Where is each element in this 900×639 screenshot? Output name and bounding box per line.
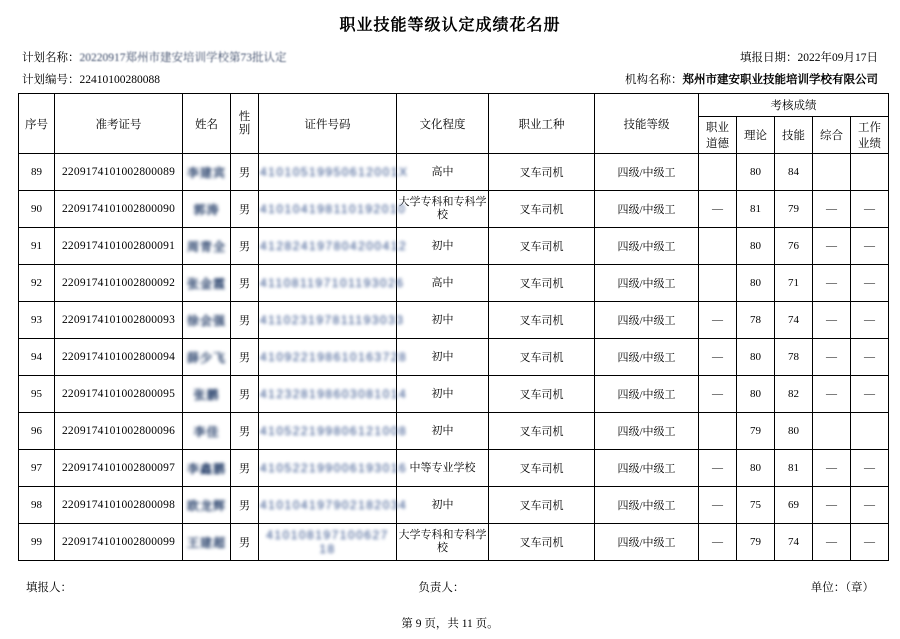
cell-theory: 80 (737, 265, 775, 302)
cell-id-number-text: 411023197811193033 (260, 313, 405, 327)
plan-name-label: 计划名称： (22, 52, 80, 64)
filler-label: 填报人： (26, 582, 72, 594)
header-skill: 技能 (775, 117, 813, 154)
cell-theory: 80 (737, 154, 775, 191)
cell-education (397, 413, 489, 450)
plan-name (22, 49, 287, 65)
cell-occupation: 叉车司机 (489, 191, 595, 228)
cell-education (397, 302, 489, 339)
cell-ethics: — (699, 376, 737, 413)
cell-id-number-text: 410522199806121008 (260, 424, 408, 438)
table-row (19, 524, 889, 561)
cell-skill: 71 (775, 265, 813, 302)
cell-occupation: 叉车司机 (489, 487, 595, 524)
organization-value: 郑州市建安职业技能培训学校有限公司 (682, 74, 878, 86)
cell-gender: 男 (231, 376, 259, 413)
cell-performance: — (851, 339, 889, 376)
table-row (19, 413, 889, 450)
cell-gender: 男 (231, 265, 259, 302)
cell-comprehensive: — (813, 376, 851, 413)
cell-performance (851, 413, 889, 450)
header-gender: 性 别 (231, 94, 259, 154)
cell-level: 四级/中级工 (595, 265, 699, 302)
cell-level: 四级/中级工 (595, 487, 699, 524)
cell-ticket (55, 413, 183, 450)
cell-ticket-text: 2209174101002800089 (61, 166, 176, 178)
cell-education-text: 高中 (431, 276, 454, 289)
table-row (19, 302, 889, 339)
cell-level: 四级/中级工 (595, 524, 699, 561)
cell-level: 四级/中级工 (595, 450, 699, 487)
cell-seq: 94 (19, 339, 55, 376)
cell-name (183, 450, 231, 487)
cell-id-number (259, 154, 409, 191)
cell-ticket (55, 450, 183, 487)
cell-skill: 74 (775, 524, 813, 561)
cell-id-number (259, 487, 408, 524)
cell-education-text: 大学专科和专科学校 (398, 196, 487, 221)
cell-education (397, 339, 489, 376)
cell-skill: 74 (775, 302, 813, 339)
cell-education-text: 中等专业学校 (409, 461, 476, 474)
cell-ethics (699, 265, 737, 302)
cell-education (397, 191, 489, 228)
cell-comprehensive: — (813, 524, 851, 561)
cell-theory: 79 (737, 524, 775, 561)
header-seq: 序号 (19, 94, 55, 154)
cell-education-text: 高中 (431, 165, 454, 178)
cell-seq: 97 (19, 450, 55, 487)
cell-occupation: 叉车司机 (489, 413, 595, 450)
cell-ticket-text: 2209174101002800097 (61, 462, 176, 474)
plan-code-label: 计划编号： (22, 74, 80, 86)
report-date-label: 填报日期： (740, 52, 798, 64)
cell-education (397, 228, 489, 265)
cell-ethics (699, 154, 737, 191)
cell-id-number (259, 413, 408, 450)
roster-table (18, 93, 889, 561)
cell-occupation: 叉车司机 (489, 228, 595, 265)
cell-skill: 78 (775, 339, 813, 376)
cell-name-text: 周青全 (186, 239, 226, 254)
cell-seq: 93 (19, 302, 55, 339)
table-row (19, 376, 889, 413)
cell-name-text: 郭涛 (193, 202, 220, 217)
header-comprehensive: 综合 (813, 117, 851, 154)
plan-code-value: 22410100280088 (79, 74, 160, 86)
page-title: 职业技能等级认定成绩花名册 (339, 17, 561, 34)
cell-id-number-text: 410522199006193016 (260, 461, 408, 475)
cell-ticket (55, 265, 183, 302)
cell-level: 四级/中级工 (595, 228, 699, 265)
cell-ethics: — (699, 487, 737, 524)
table-header (19, 94, 889, 154)
cell-gender: 男 (231, 524, 259, 561)
cell-performance: — (851, 524, 889, 561)
cell-name (183, 413, 231, 450)
header-row-1 (19, 94, 889, 117)
cell-name (183, 339, 231, 376)
cell-id-number-text: 41010519950612001X (260, 165, 409, 179)
cell-ethics: — (699, 302, 737, 339)
cell-level: 四级/中级工 (595, 339, 699, 376)
header-level: 技能等级 (595, 94, 699, 154)
table-body (19, 154, 889, 561)
table-row (19, 191, 889, 228)
cell-skill: 76 (775, 228, 813, 265)
organization-label: 机构名称： (625, 74, 683, 86)
cell-performance: — (851, 302, 889, 339)
cell-theory: 79 (737, 413, 775, 450)
cell-comprehensive: — (813, 487, 851, 524)
cell-comprehensive: — (813, 339, 851, 376)
cell-ethics: — (699, 450, 737, 487)
cell-education-text: 初中 (431, 424, 454, 437)
table-row (19, 339, 889, 376)
cell-name (183, 265, 231, 302)
table-row (19, 265, 889, 302)
cell-education (397, 524, 489, 561)
cell-comprehensive: — (813, 450, 851, 487)
cell-ticket (55, 228, 183, 265)
table-row (19, 228, 889, 265)
cell-comprehensive (813, 154, 851, 191)
cell-ticket-text: 2209174101002800094 (61, 351, 176, 363)
cell-occupation: 叉车司机 (489, 524, 595, 561)
cell-occupation: 叉车司机 (489, 302, 595, 339)
header-education: 文化程度 (397, 94, 489, 154)
cell-ticket-text: 2209174101002800090 (61, 203, 176, 215)
meta-row-plan (22, 49, 878, 65)
cell-gender: 男 (231, 487, 259, 524)
cell-theory: 81 (737, 191, 775, 228)
header-ethics: 职业 道德 (699, 117, 737, 154)
cell-id-number (259, 191, 407, 228)
plan-name-value: 20220917郑州市建安培训学校第73批认定 (79, 52, 287, 64)
cell-education (397, 376, 489, 413)
cell-ticket-text: 2209174101002800099 (61, 536, 176, 548)
cell-seq: 96 (19, 413, 55, 450)
cell-ticket (55, 524, 183, 561)
cell-theory: 80 (737, 376, 775, 413)
cell-gender: 男 (231, 302, 259, 339)
cell-gender: 男 (231, 191, 259, 228)
cell-ethics (699, 413, 737, 450)
cell-comprehensive: — (813, 265, 851, 302)
header-ticket: 准考证号 (55, 94, 183, 154)
cell-gender: 男 (231, 228, 259, 265)
cell-ticket (55, 154, 183, 191)
report-date-value: 2022年09月17日 (797, 52, 878, 64)
cell-id-number (259, 524, 397, 561)
cell-id-number (259, 376, 408, 413)
cell-comprehensive (813, 413, 851, 450)
cell-theory: 80 (737, 228, 775, 265)
cell-ticket-text: 2209174101002800098 (61, 499, 176, 511)
cell-name-text: 徐会强 (186, 313, 226, 328)
cell-skill: 69 (775, 487, 813, 524)
header-name: 姓名 (183, 94, 231, 154)
cell-skill: 81 (775, 450, 813, 487)
cell-skill: 79 (775, 191, 813, 228)
cell-performance: — (851, 450, 889, 487)
cell-name (183, 154, 231, 191)
cell-occupation: 叉车司机 (489, 339, 595, 376)
cell-ticket-text: 2209174101002800091 (61, 240, 176, 252)
cell-education-text: 初中 (431, 239, 454, 252)
cell-performance (851, 154, 889, 191)
cell-education-text: 初中 (431, 498, 454, 511)
table-row (19, 450, 889, 487)
cell-id-number (259, 228, 408, 265)
cell-comprehensive: — (813, 228, 851, 265)
plan-code (22, 71, 160, 87)
cell-education (397, 487, 489, 524)
cell-skill: 80 (775, 413, 813, 450)
cell-seq: 89 (19, 154, 55, 191)
cell-ethics: — (699, 339, 737, 376)
cell-occupation: 叉车司机 (489, 265, 595, 302)
cell-education (397, 265, 489, 302)
signature-row (26, 579, 874, 595)
cell-level: 四级/中级工 (595, 413, 699, 450)
cell-name (183, 228, 231, 265)
cell-education (397, 154, 489, 191)
cell-ticket (55, 376, 183, 413)
cell-name (183, 487, 231, 524)
cell-theory: 80 (737, 450, 775, 487)
cell-ethics: — (699, 191, 737, 228)
cell-theory: 75 (737, 487, 775, 524)
cell-occupation: 叉车司机 (489, 450, 595, 487)
header-id-number: 证件号码 (259, 94, 397, 154)
cell-performance: — (851, 265, 889, 302)
manager-label: 负责人： (418, 582, 465, 594)
cell-education-text: 大学专科和专科学校 (398, 529, 487, 554)
cell-id-number-text: 412824197804200412 (260, 239, 408, 253)
cell-performance: — (851, 191, 889, 228)
cell-name-text: 薛少飞 (186, 350, 226, 365)
cell-id-number (259, 265, 405, 302)
cell-id-number (259, 339, 408, 376)
report-date (740, 49, 878, 65)
cell-skill: 82 (775, 376, 813, 413)
cell-name-text: 李建宾 (186, 165, 226, 180)
cell-level: 四级/中级工 (595, 376, 699, 413)
cell-ticket (55, 339, 183, 376)
cell-ticket-text: 2209174101002800093 (61, 314, 176, 326)
cell-id-number (259, 450, 408, 487)
cell-ticket-text: 2209174101002800096 (61, 425, 176, 437)
cell-gender: 男 (231, 339, 259, 376)
cell-education (397, 450, 489, 487)
cell-skill: 84 (775, 154, 813, 191)
cell-seq: 99 (19, 524, 55, 561)
cell-id-number-text: 412328198603081014 (260, 387, 408, 401)
cell-seq: 90 (19, 191, 55, 228)
cell-comprehensive: — (813, 191, 851, 228)
cell-name-text: 张金霞 (186, 276, 226, 291)
cell-id-number-text: 410922198610163728 (260, 350, 408, 364)
unit-label: 单位：（章） (810, 582, 874, 594)
header-exam-group: 考核成绩 (699, 94, 889, 117)
header-theory: 理论 (737, 117, 775, 154)
cell-theory: 78 (737, 302, 775, 339)
cell-ethics: — (699, 524, 737, 561)
document-page (0, 12, 900, 639)
cell-name (183, 524, 231, 561)
cell-comprehensive: — (813, 302, 851, 339)
cell-id-number-text: 410108197100627 18 (266, 528, 389, 556)
cell-education-text: 初中 (431, 350, 454, 363)
table-row (19, 154, 889, 191)
cell-seq: 91 (19, 228, 55, 265)
table-row (19, 487, 889, 524)
organization (625, 71, 878, 87)
cell-name-text: 张鹏 (193, 387, 220, 402)
cell-name (183, 376, 231, 413)
cell-gender: 男 (231, 450, 259, 487)
cell-level: 四级/中级工 (595, 154, 699, 191)
cell-name-text: 李佳 (193, 424, 220, 439)
cell-gender: 男 (231, 413, 259, 450)
cell-performance: — (851, 487, 889, 524)
cell-performance: — (851, 376, 889, 413)
page-number: 第 9 页，共 11 页。 (401, 618, 499, 630)
cell-name (183, 302, 231, 339)
cell-ticket (55, 302, 183, 339)
cell-ethics (699, 228, 737, 265)
cell-performance: — (851, 228, 889, 265)
header-performance: 工作 业绩 (851, 117, 889, 154)
cell-ticket (55, 487, 183, 524)
cell-name (183, 191, 231, 228)
cell-theory: 80 (737, 339, 775, 376)
cell-education-text: 初中 (431, 313, 454, 326)
cell-education-text: 初中 (431, 387, 454, 400)
cell-level: 四级/中级工 (595, 191, 699, 228)
cell-name-text: 欧龙辉 (186, 498, 226, 513)
cell-name-text: 李鑫鹏 (186, 461, 226, 476)
cell-level: 四级/中级工 (595, 302, 699, 339)
cell-id-number-text: 411081197101193026 (260, 276, 405, 290)
meta-row-org (22, 71, 878, 87)
cell-id-number (259, 302, 405, 339)
cell-id-number-text: 410104197902182034 (260, 498, 408, 512)
header-occupation: 职业工种 (489, 94, 595, 154)
cell-ticket-text: 2209174101002800095 (61, 388, 176, 400)
cell-seq: 98 (19, 487, 55, 524)
cell-seq: 92 (19, 265, 55, 302)
cell-occupation: 叉车司机 (489, 376, 595, 413)
cell-ticket (55, 191, 183, 228)
cell-ticket-text: 2209174101002800092 (61, 277, 176, 289)
cell-gender: 男 (231, 154, 259, 191)
cell-occupation: 叉车司机 (489, 154, 595, 191)
cell-seq: 95 (19, 376, 55, 413)
cell-id-number-text: 410104198110192010 (260, 202, 407, 216)
cell-name-text: 王建超 (186, 535, 226, 550)
